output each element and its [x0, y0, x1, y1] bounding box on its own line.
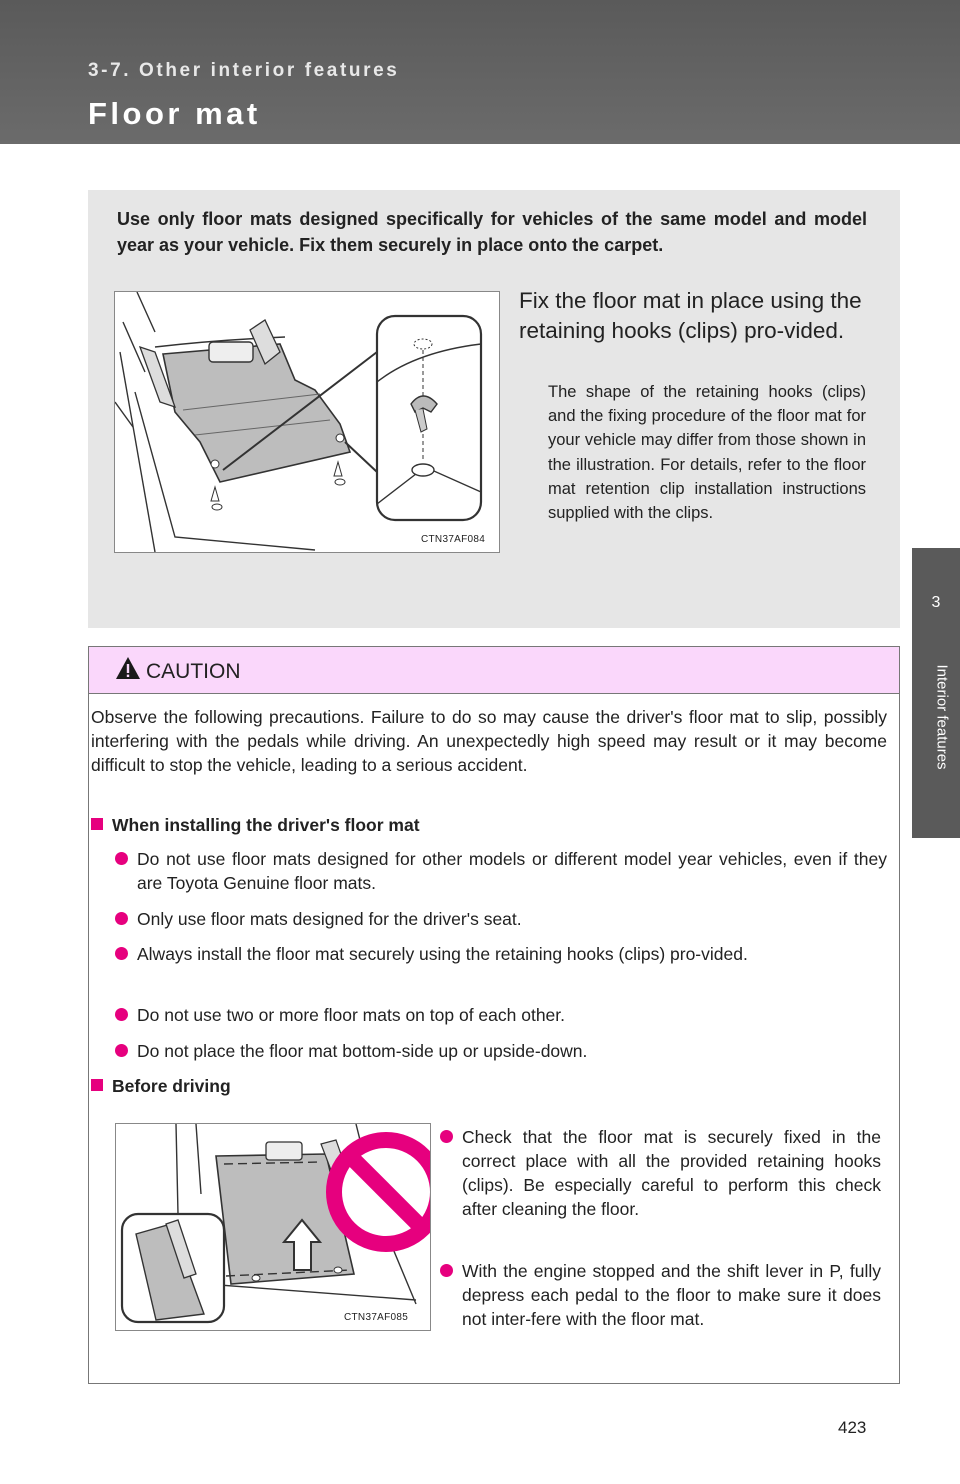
list-item — [440, 1259, 881, 1331]
warning-triangle-icon — [115, 656, 141, 680]
page-header — [0, 0, 960, 144]
sub-heading-before-driving — [91, 1076, 231, 1097]
caution-intro: Observe the following precautions. Failure to do so may cause the driver's floor mat to slip, possibly interfering with the pedals while driving. An unexpectedly high speed may result or it may become difficult to stop the vehicle, leading to a serious accident. — [91, 707, 887, 775]
list-item — [115, 942, 887, 966]
sub-heading-before-driving-text: Before driving — [112, 1076, 231, 1096]
list-item-text: Only use floor mats designed for the driver's seat. — [137, 909, 522, 929]
floor-mat-illustration-svg — [115, 292, 499, 552]
sub-heading-installing-text: When installing the driver's floor mat — [112, 815, 420, 835]
caution-title: CAUTION — [146, 660, 241, 683]
bullet-dot-icon — [440, 1130, 453, 1143]
pedal-illustration-svg — [116, 1124, 430, 1330]
list-item-text: With the engine stopped and the shift lever in P, fully depress each pedal to the floor to make sure it does not inter-fere with the floor mat. — [462, 1261, 881, 1329]
bullet-dot-icon — [115, 852, 128, 865]
list-item-text: Do not use two or more floor mats on top of each other. — [137, 1005, 566, 1025]
section-label: 3-7. Other interior features — [88, 60, 400, 81]
bullet-dot-icon — [115, 1008, 128, 1021]
bullet-dot-icon — [115, 912, 128, 925]
intro-text: Use only floor mats designed specifically for vehicles of the same model and model year as your vehicle. Fix them securely in place onto the carpet. — [117, 209, 867, 255]
bullet-dot-icon — [115, 1044, 128, 1057]
square-bullet-icon — [91, 1079, 103, 1091]
page-title: Floor mat — [88, 96, 261, 131]
bullet-dot-icon — [440, 1264, 453, 1277]
floor-mat-clip-illustration — [114, 291, 500, 553]
list-item — [115, 907, 887, 931]
pedal-interference-illustration — [115, 1123, 431, 1331]
list-item — [115, 1003, 887, 1027]
bullet-dot-icon — [115, 947, 128, 960]
list-item — [115, 1039, 887, 1063]
figure-code: CTN37AF085 — [344, 1312, 409, 1323]
page-number: 423 — [838, 1418, 867, 1437]
chapter-number: 3 — [931, 594, 941, 611]
list-item-text: Do not use floor mats designed for other models or different model year vehicles, even if they are Toyota Genuine floor mats. — [137, 849, 887, 893]
list-item-text: Do not place the floor mat bottom-side up or upside-down. — [137, 1041, 588, 1061]
caution-header — [89, 647, 899, 694]
caution-box — [88, 646, 900, 1384]
figure-note: The shape of the retaining hooks (clips) and the fixing procedure of the floor mat for your vehicle may differ from those shown in the illustration. For details, refer to the floor mat retention clip installation instructions supplied with the clips. — [548, 383, 866, 523]
chapter-side-tab — [912, 548, 960, 838]
figure-instruction: Fix the floor mat in place using the retaining hooks (clips) pro-vided. — [519, 288, 862, 343]
list-item-text: Check that the floor mat is securely fixed in the correct place with all the provided retaining hooks (clips). Be especially careful to perform this check after cleaning the floor. — [462, 1127, 881, 1219]
sub-heading-installing — [91, 815, 420, 836]
list-item-text: Always install the floor mat securely using the retaining hooks (clips) pro-vided. — [137, 944, 748, 964]
chapter-label: Interior features — [933, 664, 951, 770]
square-bullet-icon — [91, 818, 103, 830]
list-item — [115, 847, 887, 895]
figure-code: CTN37AF084 — [421, 534, 486, 545]
list-item — [440, 1125, 881, 1221]
intro-box — [88, 190, 900, 628]
